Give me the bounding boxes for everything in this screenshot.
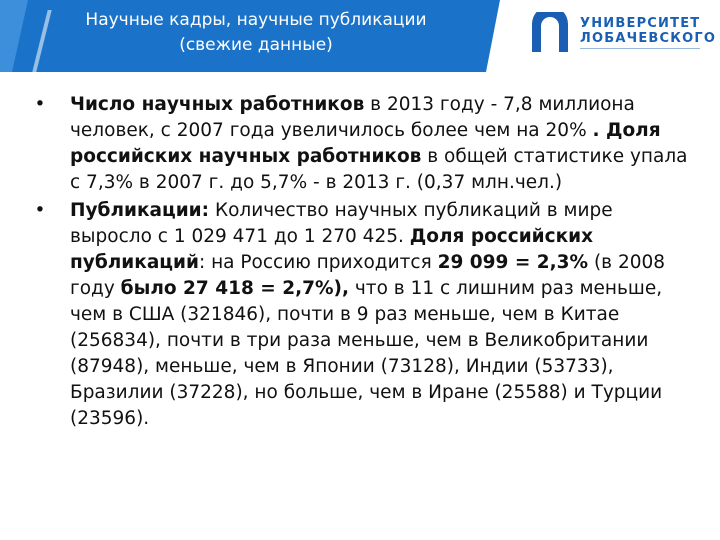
bullet-text — [70, 200, 665, 429]
bullet-segment: что в 11 с лишним раз меньше, чем в США (321846), почти в 9 раз меньше, чем в Китае (256834), почти в три раза меньше, чем в Великобритании (87948), меньше, чем в Японии (73128), Индии (53733), Бразилии (37228), но больше, чем в Иране (25588) и Турции (23596). — [70, 278, 663, 429]
bullet-segment: : на Россию приходится — [198, 252, 438, 273]
bullet-segment: (в 2008 году — [70, 252, 666, 299]
bullet-segment: в общей статистике упала с 7,3% в 2007 г. до 5,7% - в 2013 г. (0,37 млн.чел.) — [70, 146, 688, 193]
slide-title-line-1: Научные кадры, научные публикации — [85, 10, 427, 30]
bullet-segment: Публикации: — [70, 200, 210, 221]
bullet-item-researchers — [30, 92, 690, 196]
university-logo — [528, 10, 717, 60]
bullet-segment: в 2013 году - 7,8 миллиона человек, с 2007 года увеличилось более чем на 20% — [70, 94, 635, 141]
slide-body — [30, 92, 690, 434]
bullet-segment: . Доля российских научных работников — [70, 120, 661, 167]
slide-title — [56, 8, 456, 58]
bullet-segment: Доля российских публикаций — [70, 226, 594, 273]
bullet-text — [70, 94, 688, 193]
bullet-marker: • — [34, 200, 46, 221]
bullet-segment: было 27 418 = 2,7%), — [120, 278, 349, 299]
bullet-segment: 29 099 = 2,3% — [437, 252, 589, 273]
bullet-marker: • — [34, 94, 46, 115]
logo-text-line-1: УНИВЕРСИТЕТ — [580, 16, 701, 31]
slide-title-line-2: (свежие данные) — [179, 35, 333, 55]
bullet-segment: Число научных работников — [70, 94, 365, 115]
bullet-item-publications — [30, 198, 690, 432]
unn-n-logo-icon — [528, 12, 572, 56]
logo-underline — [580, 48, 700, 53]
logo-text-line-2: ЛОБАЧЕВСКОГО — [580, 31, 717, 46]
bullet-segment: Количество научных публикаций в мире выросло с 1 029 471 до 1 270 425. — [70, 200, 613, 247]
